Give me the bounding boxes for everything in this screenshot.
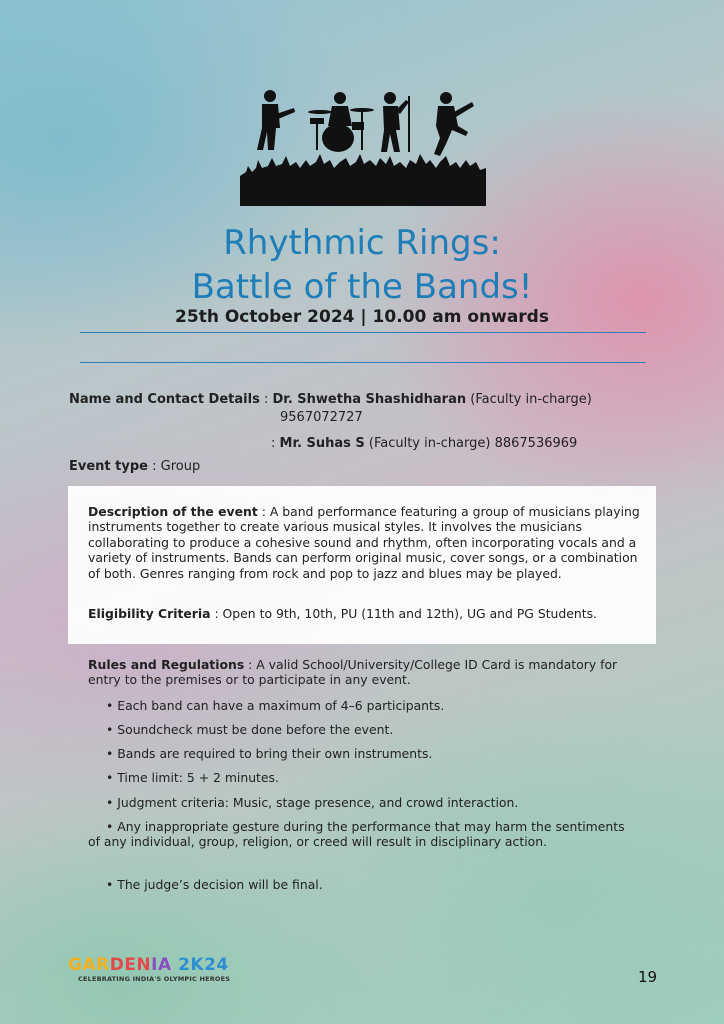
event-type — [69, 458, 200, 475]
event-type-label: Event type — [69, 459, 148, 474]
page-number: 19 — [638, 968, 658, 986]
band-silhouette-icon — [240, 88, 486, 206]
divider-top — [80, 332, 646, 333]
rule-item: • Any inappropriate gesture during the performance that may harm the sentiments of any individual, group, religion, or creed will result in disciplinary action. — [88, 819, 625, 850]
contact-separator: : — [259, 392, 273, 407]
description-box — [68, 486, 656, 644]
logo-part: 2K24 — [178, 955, 229, 975]
event-type-value: Group — [160, 459, 201, 474]
eligibility-text: : Open to 9th, 10th, PU (11th and 12th), UG and PG Students. — [210, 606, 597, 621]
contact-person1-phone: 9567072727 — [280, 410, 363, 425]
contact-person1-role: (Faculty in-charge) — [466, 392, 592, 407]
event-date: 25th October 2024 | 10.00 am onwards — [175, 307, 549, 327]
event-title-line2: Battle of the Bands! — [191, 267, 533, 307]
gardenia-logo — [68, 955, 238, 991]
rule-item: • Each band can have a maximum of 4–6 participants. — [106, 698, 445, 713]
logo-part: IA — [151, 955, 179, 975]
contact-person2-role: (Faculty in-charge) 8867536969 — [364, 436, 578, 451]
rule-item: • Judgment criteria: Music, stage presence, and crowd interaction. — [106, 795, 519, 810]
contact-label: Name and Contact Details — [69, 392, 260, 407]
rules-label: Rules and Regulations — [88, 657, 245, 672]
eligibility-paragraph — [88, 606, 648, 621]
contact-line-1 — [69, 391, 629, 408]
divider-bottom — [80, 362, 646, 363]
contact-separator-2: : — [271, 436, 280, 451]
description-text: : A band performance featuring a group of musicians playing instruments together to create various musical styles. It involves the musicians collaborating to produce a cohesive sound and rhythm, often incorporating vocals and a variety of instruments. Bands can perform original music, cover songs, or a combination of both. Genres ranging from rock and pop to jazz and blues may be played. — [88, 504, 640, 581]
contact-person1-name: Dr. Shwetha Shashidharan — [272, 392, 467, 407]
description-label: Description of the event — [88, 504, 258, 519]
rules-intro — [88, 657, 644, 688]
rule-item: • Soundcheck must be done before the event. — [106, 722, 394, 737]
rule-item: • Bands are required to bring their own instruments. — [106, 746, 433, 761]
event-type-separator: : — [147, 459, 161, 474]
logo-part: DEN — [109, 955, 152, 975]
description-paragraph — [88, 504, 648, 581]
contact-person2-name: Mr. Suhas S — [279, 436, 365, 451]
eligibility-label: Eligibility Criteria — [88, 606, 211, 621]
rule-item: • The judge’s decision will be final. — [106, 877, 323, 892]
contact-line-2 — [271, 435, 577, 452]
rule-item: • Time limit: 5 + 2 minutes. — [106, 770, 279, 785]
logo-wordmark — [68, 955, 229, 975]
rules-intro-text: : A valid School/University/College ID Card is mandatory for entry to the premises or to participate in any event. — [88, 657, 618, 688]
logo-part: GAR — [68, 955, 110, 975]
logo-tagline: CELEBRATING INDIA'S OLYMPIC HEROES — [78, 975, 231, 983]
event-title-line1: Rhythmic Rings: — [223, 223, 501, 263]
